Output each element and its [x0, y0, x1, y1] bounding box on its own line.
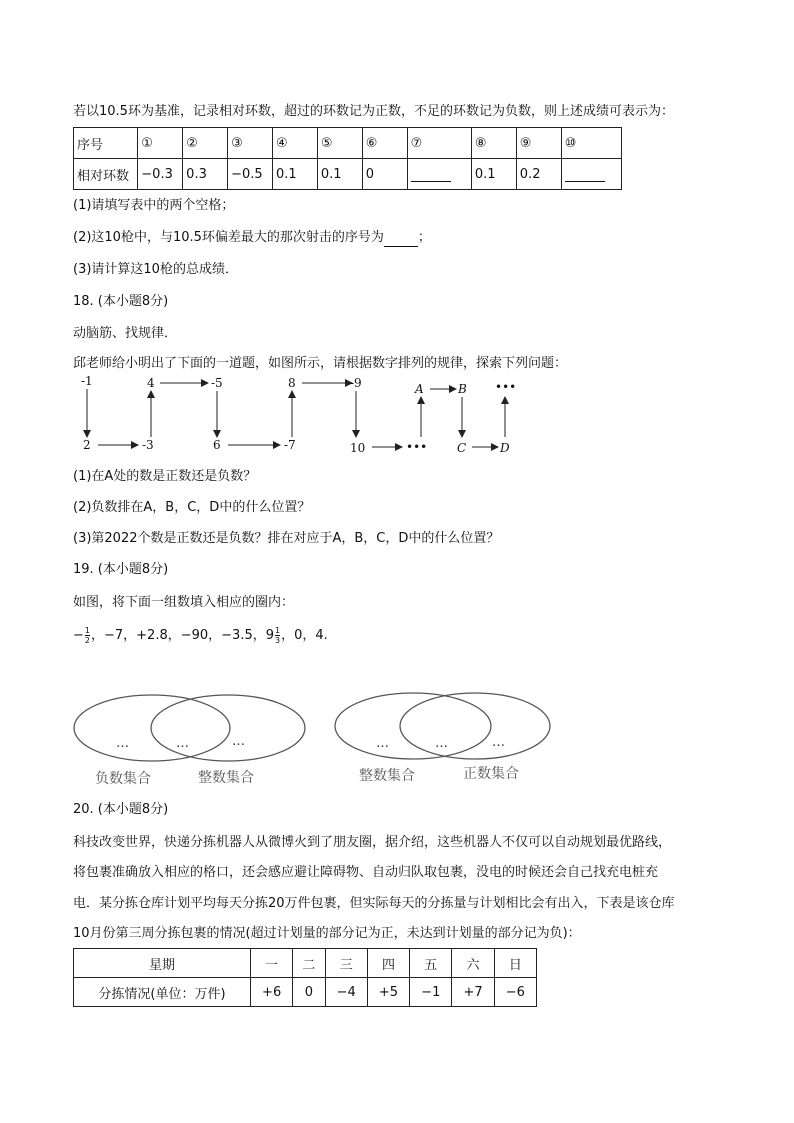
q19-numbers-a: − [73, 628, 84, 643]
label-n3: -3 [142, 438, 154, 452]
answer-blank[interactable] [565, 167, 605, 182]
q17-part3: (3)请计算这10枪的总成绩． [73, 262, 238, 277]
table-cell: 日 [494, 949, 536, 978]
table-cell: +7 [452, 978, 494, 1007]
q20-line2: 将包裹准确放入相应的格口，还会感应避让障碍物、自动归队取包裹，没电的时候还会自己找充电桩充 [73, 865, 659, 880]
q18-part2: (2)负数排在A，B，C，D中的什么位置？ [73, 500, 311, 515]
venn2-right-dots: … [492, 735, 505, 750]
table-cell: −1 [410, 978, 452, 1007]
table-cell: ① [138, 128, 183, 159]
q17-part2-text: (2)这10枪中，与10.5环偏差最大的那次射击的序号为 [73, 230, 384, 245]
fraction-half: $\frac{1}{2}$ [84, 626, 90, 645]
q18-part1: (1)在A处的数是正数还是负数？ [73, 469, 257, 484]
label-n1: -1 [81, 375, 93, 388]
venn-diagrams [70, 690, 560, 790]
label-D: D [500, 441, 510, 455]
q17-part2-end: ； [417, 230, 431, 245]
table-cell: 0.2 [516, 159, 561, 190]
blank-cell-10 [561, 159, 621, 190]
table-cell: ⑩ [561, 128, 621, 159]
label-n6: 6 [213, 438, 221, 452]
venn2-left-label: 整数集合 [359, 768, 415, 784]
table-cell: 三 [325, 949, 367, 978]
table-cell: ⑨ [516, 128, 561, 159]
score-table [73, 127, 622, 190]
table-cell: 0 [293, 978, 325, 1007]
table-cell: 六 [452, 949, 494, 978]
table-cell: −4 [325, 978, 367, 1007]
venn1-right-circle[interactable] [151, 695, 305, 761]
venn1-left-label: 负数集合 [95, 771, 151, 787]
venn2-right-label: 正数集合 [463, 766, 519, 782]
q19-numbers [73, 626, 328, 645]
label-C: C [457, 441, 467, 455]
q18-line2: 邱老师给小明出了下面的一道题，如图所示，请根据数字排列的规律，探索下列问题： [73, 356, 568, 371]
table-cell: 五 [410, 949, 452, 978]
q17-part1: (1)请填写表中的两个空格； [73, 198, 235, 213]
label-dots2: ••• [495, 380, 517, 394]
q20-line1: 科技改变世界，快递分拣机器人从微博火到了朋友圈，据介绍，这些机器人不仅可以自动规划最优路线， [73, 835, 672, 850]
table-cell: 序号 [74, 128, 138, 159]
q18-heading: 18. (本小题8分) [73, 294, 169, 309]
table-cell: 四 [367, 949, 409, 978]
venn2-right-circle[interactable] [400, 693, 550, 759]
table-cell: +5 [367, 978, 409, 1007]
q19-numbers-b: ，−7，+2.8，−90，−3.5，9 [91, 628, 275, 643]
q20-heading: 20. (本小题8分) [73, 802, 169, 817]
sorting-table [73, 948, 537, 1007]
table-cell: ⑦ [407, 128, 471, 159]
table-cell: ⑤ [317, 128, 362, 159]
table-row [74, 159, 622, 190]
table-cell: ⑥ [362, 128, 407, 159]
label-n7: -7 [284, 438, 296, 452]
venn1-left-circle[interactable] [74, 695, 230, 761]
table-cell: 分拣情况(单位：万件) [74, 978, 251, 1007]
table-cell: −0.3 [138, 159, 183, 190]
answer-blank[interactable] [411, 167, 451, 182]
table-cell: 0.1 [317, 159, 362, 190]
table-cell: 0.1 [272, 159, 317, 190]
table-cell: ④ [272, 128, 317, 159]
table-cell: ② [183, 128, 228, 159]
q19-numbers-c: ，0，4. [281, 628, 328, 643]
table-cell: +6 [251, 978, 293, 1007]
table-cell: 相对环数 [74, 159, 138, 190]
table-row [74, 978, 537, 1007]
pattern-diagram [70, 375, 530, 465]
q19-heading: 19. (本小题8分) [73, 562, 169, 577]
table-cell: 0 [362, 159, 407, 190]
venn2-left-dots: … [376, 736, 389, 751]
table-cell: 二 [293, 949, 325, 978]
intro-line: 若以10.5环为基准，记录相对环数，超过的环数记为正数，不足的环数记为负数，则上述成绩可表示为： [73, 104, 674, 119]
table-cell: −0.5 [228, 159, 273, 190]
label-A: A [415, 382, 424, 396]
label-n8: 8 [288, 376, 296, 390]
q20-line3: 电．某分拣仓库计划平均每天分拣20万件包裹，但实际每天的分拣量与计划相比会有出入，下表是该仓库 [73, 896, 675, 911]
label-n9: -9 [350, 376, 362, 390]
venn2-mid-dots: … [435, 736, 448, 751]
table-cell: 一 [251, 949, 293, 978]
blank-cell-7 [407, 159, 471, 190]
table-cell: 星期 [74, 949, 251, 978]
label-n4: 4 [147, 376, 155, 390]
label-n10: 10 [350, 441, 366, 455]
table-cell: 0.3 [183, 159, 228, 190]
fraction-third: $\frac{1}{3}$ [275, 626, 281, 645]
answer-blank[interactable] [384, 232, 418, 247]
label-dots1: ••• [406, 440, 428, 454]
venn1-right-dots: … [232, 734, 245, 749]
venn1-mid-dots: … [176, 736, 189, 751]
label-B: B [458, 382, 467, 396]
table-cell: ③ [228, 128, 273, 159]
table-row [74, 949, 537, 978]
table-row [74, 128, 622, 159]
table-cell: ⑧ [471, 128, 516, 159]
q18-part3: (3)第2022个数是正数还是负数？排在对应于A，B，C，D中的什么位置？ [73, 531, 500, 546]
q17-part2 [73, 229, 431, 247]
label-n2: 2 [83, 438, 91, 452]
q19-line1: 如图，将下面一组数填入相应的圈内： [73, 595, 295, 610]
q20-line4: 10月份第三周分拣包裹的情况(超过计划量的部分记为正，未达到计划量的部分记为负)： [73, 926, 581, 941]
q18-line1: 动脑筋、找规律． [73, 326, 178, 341]
venn2-left-circle[interactable] [335, 693, 491, 759]
venn1-left-dots: … [116, 736, 129, 751]
table-cell: −6 [494, 978, 536, 1007]
venn1-right-label: 整数集合 [198, 770, 254, 786]
label-n5: -5 [211, 376, 223, 390]
table-cell: 0.1 [471, 159, 516, 190]
